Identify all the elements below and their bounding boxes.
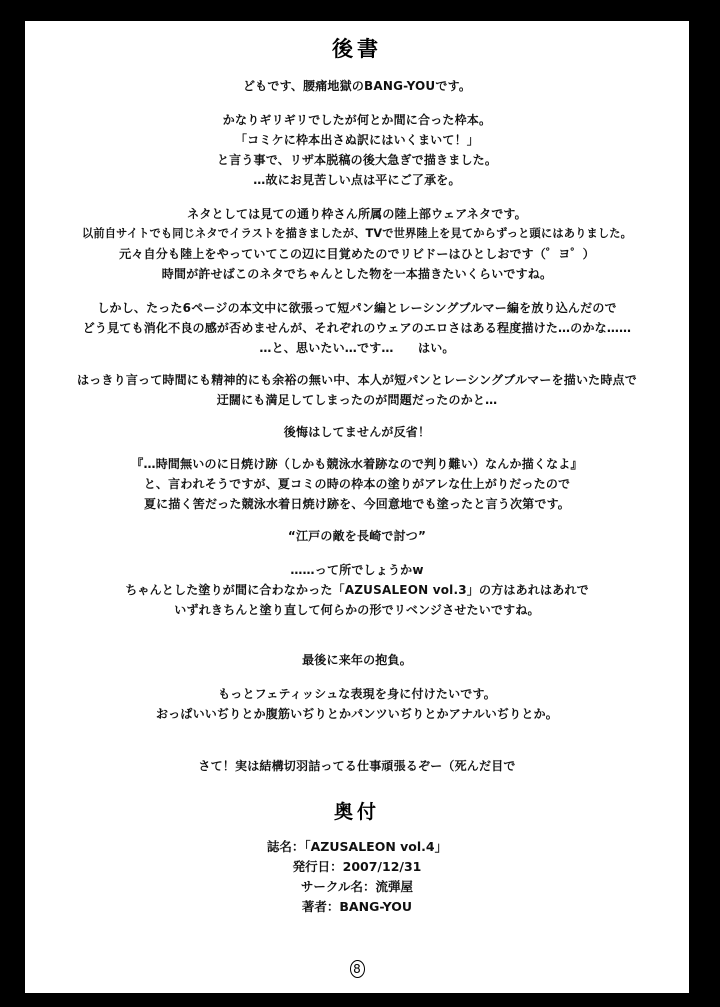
page-number — [25, 960, 689, 978]
text-line: 時間が許せばこのネタでちゃんとした物を一本描きたいくらいですね。 — [161, 267, 553, 281]
text-line: …と、思いたい…です… はい。 — [259, 341, 455, 355]
text-line: 迂闊にも満足してしまったのが問題だったのかと… — [216, 393, 498, 407]
text-line: かなりギリギリでしたが何とか間に合った枠本。 — [222, 113, 492, 127]
text-line: 最後に来年の抱負。 — [302, 653, 412, 667]
colophon-line: サークル名：流弾屋 — [300, 879, 414, 894]
text-line: おっぱいいぢりとか腹筋いぢりとかパンツいぢりとかアナルいぢりとか。 — [155, 707, 558, 721]
afterword-title: 後書 — [332, 37, 382, 61]
text-line: 夏に描く筈だった競泳水着日焼け跡を、今回意地でも塗ったと言う次第です。 — [143, 497, 571, 511]
text-line: 『…時間無いのに日焼け跡（しかも競泳水着跡なので判り難い）なんか描くなよ』 — [131, 457, 583, 471]
text-line: いずれきちんと塗り直して何らかの形でリベンジさせたいですね。 — [174, 603, 540, 617]
text-line: もっとフェティッシュな表現を身に付けたいです。 — [218, 687, 496, 701]
text-line: と言う事で、リザ本脱稿の後大急ぎで描きました。 — [216, 153, 498, 167]
colophon-title: 奥付 — [333, 801, 380, 823]
text-line: はっきり言って時間にも精神的にも余裕の無い中、本人が短パンとレーシングブルマーを描いた時点で — [77, 373, 637, 387]
text-line: ……って所でしょうかw — [290, 563, 424, 577]
colophon-line: 誌名：「AZUSALEON vol.4」 — [266, 839, 448, 854]
page-number-text: 8 — [350, 960, 365, 978]
text-line: どもです、腰痛地獄のBANG-YOUです。 — [242, 79, 472, 93]
text-line: 「コミケに枠本出さぬ訳にはいくまいて！」 — [234, 133, 479, 147]
colophon-line: 著者：BANG-YOU — [301, 899, 413, 914]
text-line: …故にお見苦しい点は平にご了承を。 — [253, 173, 461, 187]
text-line: ちゃんとした塗りが間に合わなかった「AZUSALEON vol.3」の方はあれはあれで — [125, 583, 589, 597]
text-line: 元々自分も陸上をやっていてこの辺に目覚めたのでリビドーはひとしおです（゜ヨ゜） — [119, 247, 595, 261]
text-line: “江戸の敵を長崎で討つ” — [287, 529, 427, 543]
text-line: ネタとしては見ての通り枠さん所属の陸上部ウェアネタです。 — [187, 207, 527, 221]
text-line: しかし、たった6ページの本文中に欲張って短パン編とレーシングブルマー編を放り込んだので — [97, 301, 617, 315]
text-line: 以前自サイトでも同じネタでイラストを描きましたが、TVで世界陸上を見てからずっと頭にはありました。 — [81, 227, 633, 240]
text-line: さて！実は結構切羽詰ってる仕事頑張るぞー（死んだ目で — [198, 759, 516, 773]
text-line: 後悔はしてませんが反省！ — [283, 425, 431, 439]
document-page — [24, 20, 690, 994]
text-line: どう見ても消化不良の感が否めませんが、それぞれのウェアのエロさはある程度描けた…のかな…… — [82, 321, 632, 335]
text-line: と、言われそうですが、夏コミの時の枠本の塗りがアレな仕上がりだったので — [143, 477, 571, 491]
colophon-line: 発行日：2007/12/31 — [292, 859, 422, 874]
